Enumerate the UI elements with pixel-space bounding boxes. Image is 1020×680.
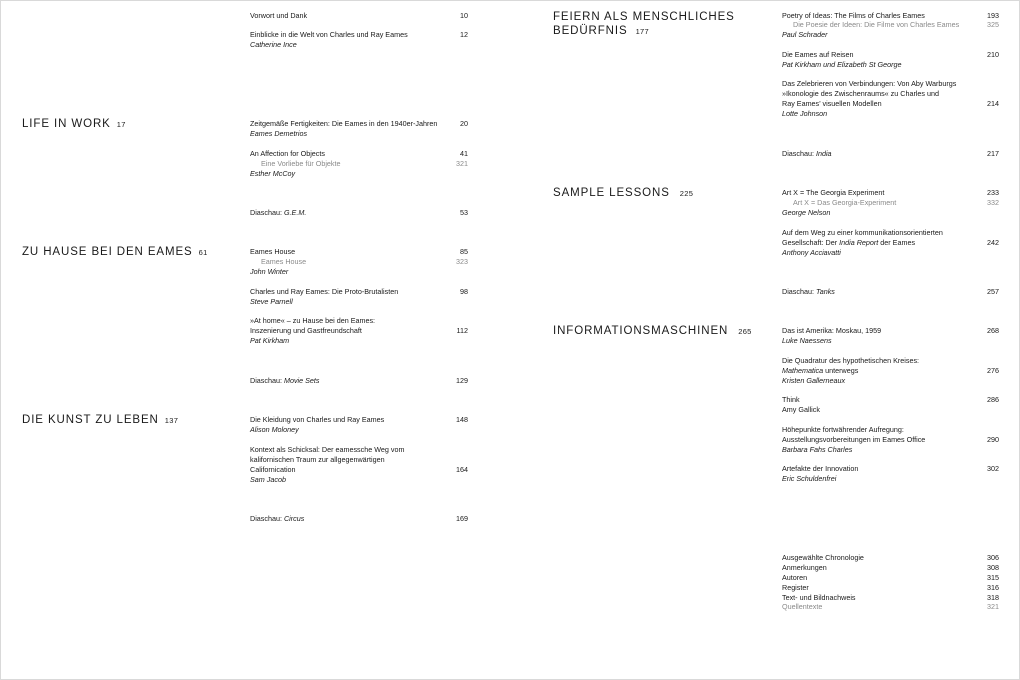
section-page: 137	[164, 416, 179, 425]
section-title: DIE KUNST ZU LEBEN	[22, 414, 159, 426]
book-spread: LIFE IN WORK 17 ZU HAUSE BEI DEN EAMES 61 DIE KUNST ZU LEBEN 137 Vorwort und Dank 10 Einblicke in die Welt von Charles und Ray Eames 12 Catherine Ince Zeitgemäße Fertigkeiten: Die Eames in den 1940er-Jahren 20 Eames Demetrios An Affection for Objects 41 Eine Vorliebe für Objekte 321 Esther McCoy Diaschau: G.E.M. 53 Eames House 85 Eames House 323 John Winter Charles und Ray Eames: Die Proto-Brutalisten 98 Steve Parnell »At home« – zu Hause bei den Eames: Inszenierung und Gastfreundschaft 112 Pat Kirkham Diaschau: Movie Sets 129 Die Kleidung von Charles und Ray Eames 148 Alison Moloney Kontext als Schicksal: Der eamessche Weg vom kalifornischen Traum zur allgegenwärtigen Californication 164 Sam Jacob Diaschau: Circus 169 FEIERN ALS MENSCHLICHES BEDÜRFNIS 177 SAMPLE LESSONS 225 INFORMATIONSMASCHINEN 265 Poetry of Ideas: The Films of Charles Eames 193 Die Poesie der Ideen: Die Filme von Charles Eames 325 Paul Schrader Die Eames auf Reisen 210 Pat Kirkham und Elizabeth St George Das Zelebrieren von Verbindungen: Von Aby Warburgs »Ikonologie des Zwischenraums« zu Charles und Ray Eames’ visuellen Modellen 214 Lotte Johnson Diaschau: India 217 Art X = The Georgia Experiment 233 Art X = Das Georgia-Experiment 332 George Nelson Auf dem Weg zu einer kommunikationsorientierten Gesellschaft: Der India Report der Eames 242 Anthony Acciavatti Diaschau: Tanks 257 Das ist Amerika: Moskau, 1959 268 Luke Naessens Die Quadratur des hypothetischen Kreises: Mathematica unterwegs 276 Kristen Gallerneaux Think 286 Amy Gallick Höhepunkte fortwährender Aufregung: Ausstellungsvorbereitungen im Eames Office 290 Barbara Fahs Charles Artefakte der Innovation 302 Eric Schuldenfrei Ausgewählte Chronologie 306 Anmerkungen 308 Autoren 315 Register 316 Text- und Bildnachweis 318 Quellentexte 321	[0, 0, 1020, 680]
section-heading	[553, 186, 693, 201]
section-page: 177	[635, 27, 649, 36]
section-title: INFORMATIONSMASCHINEN	[553, 325, 729, 337]
section-title: ZU HAUSE BEI DEN EAMES	[22, 246, 193, 258]
section-heading	[22, 413, 178, 428]
section-heading	[553, 10, 735, 39]
section-page: 61	[198, 248, 208, 257]
section-heading	[22, 117, 126, 132]
section-title: FEIERN ALS MENSCHLICHES	[553, 11, 735, 23]
section-heading	[553, 324, 752, 339]
section-page: 265	[738, 327, 752, 336]
section-title: LIFE IN WORK	[22, 118, 111, 130]
section-page: 225	[679, 189, 694, 198]
section-title: BEDÜRFNIS	[553, 25, 628, 37]
section-page: 17	[116, 120, 126, 129]
section-title: SAMPLE LESSONS	[553, 187, 670, 199]
section-heading	[22, 245, 208, 260]
